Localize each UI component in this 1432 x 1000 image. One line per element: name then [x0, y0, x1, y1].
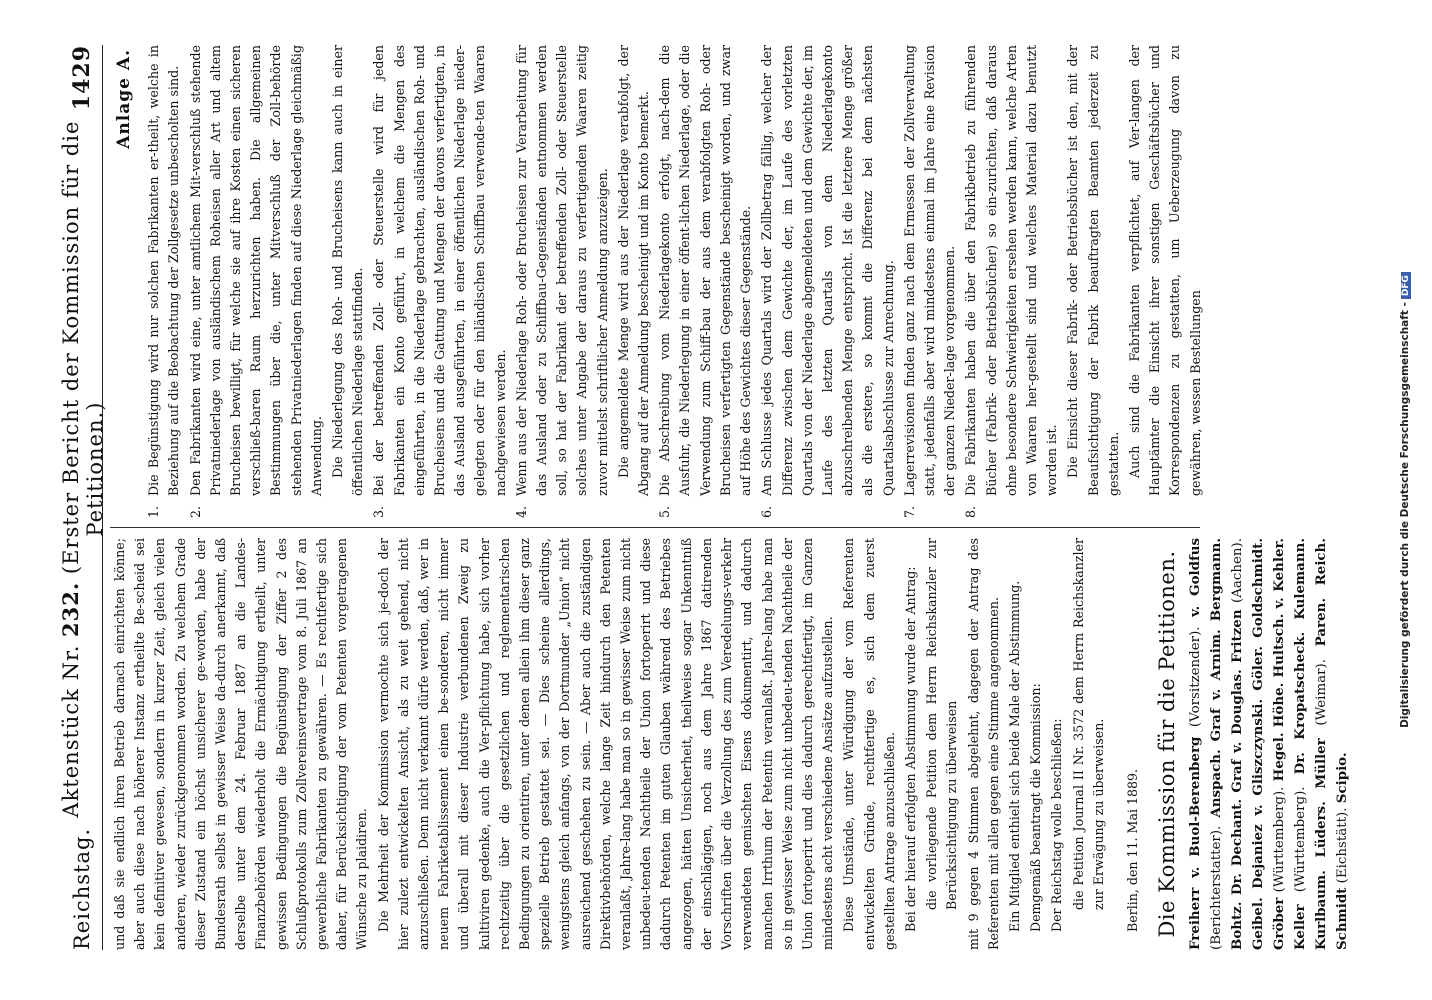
member-entry — [1335, 807, 1350, 950]
item-subparagraph: Die Niederlegung des Roh- und Brucheisens kann auch in einer öffentlichen Niederlage stattfinden. — [330, 45, 366, 496]
paragraph: Die Mehrheit der Kommission vermochte sich je-doch der hier zulezt entwickelten Ansicht, als zu weit gehend, nicht anzuschließen. Denn nicht verkannt dürfe werden, daß, wer in neuem Fabriketablissement einen be-sonderen, nicht immer und überall mit dieser Industrie verbundenen Zweig zu kultiviren gedenke, auch die Ver-pflichtung habe, sich vorher rechtzeitig über die gesetzlichen und reglementarischen Bedingungen zu orientiren, unter denen allein ihm dieser ganz spezielle Betrieb gestattet sei. — Dies scheine allerdings, wenigstens gleich anfangs, von der Dortmunder „Union“ nicht ausreichend geschehen zu sein. — Aber auch die zuständigen Direktivbehörden, welche lange Zeit hindurch den Petenten veranlaßt, Jahre-lang habe man so in gewisser Weise zum nicht unbedeu-tenden Nachtheile der Union fortoperirt und diese dadurch Petenten im guten Glauben während des Betriebes angezogen, hätten Unsicherheit, theilweise sogar Unkenntniß der einschlägigen, noch aus dem Jahre 1867 datirenden Vorschriften über die Verzollung des zum Veredelungs-verkehr verwendeten gemischten Eisens dokumentirt, und dadurch manchen Irrthum der Petentin veranlaßt. Jahre-lang habe man so in gewisser Weise zum nicht unbedeu-tenden Nachtheile der Union fortoperirt und dies dadurch gerechtfertigt, im Ganzen mindestens acht verschiedene Ansätze aufzustellen. — [375, 538, 836, 950]
member-name: Müller — [1313, 738, 1330, 789]
member-name: Schmidt — [1334, 887, 1350, 950]
date-line: Berlin, den 11. Mai 1889. — [1124, 768, 1140, 932]
member-entry — [1230, 799, 1245, 895]
dfg-logo: DFG — [1401, 272, 1411, 299]
item-number: 1. — [146, 505, 162, 518]
member-entry — [1188, 626, 1203, 950]
rotated-page-content — [50, 0, 1380, 1000]
paragraph: Demgemäß beantragt die Kommission: — [1028, 683, 1044, 932]
member-entry — [1251, 538, 1266, 638]
member-note: (Württemberg). — [1293, 786, 1309, 893]
member-entry — [1272, 683, 1287, 728]
appendix-item — [186, 45, 369, 518]
member-note: (Vorsitzender). — [1188, 626, 1204, 728]
member-name: Kulemann. — [1292, 538, 1309, 620]
member-name: Paren. — [1313, 597, 1330, 647]
item-number: 3. — [371, 505, 387, 518]
member-name: Goldschmidt. — [1250, 538, 1267, 638]
member-note: (Berichterstatter). — [1209, 825, 1225, 950]
member-entry — [1209, 749, 1224, 817]
header-center — [58, 110, 107, 828]
paragraph: Diese Umstände, unter Würdigung der vom Referenten entwickelten Gründe, rechtfertige es, sich dem zuerst gestellten Antrage anzuschließen. — [841, 538, 897, 950]
left-column — [110, 538, 1350, 950]
member-entry — [1251, 699, 1266, 889]
item-text: Wenn aus der Niederlage Roh- oder Brucheisen zur Verarbeitung für das Ausland oder zu Schiffbau-Gegenständen entnommen werden soll, so hat der Fabrikant der betreffenden Zoll- oder Steuerstelle solches unter Angabe der daraus zu verfertigenden Waaren zeitig zuvor mittelst schriftlicher Anmeldung anzuzeigen. — [513, 45, 610, 496]
member-entry — [1293, 632, 1308, 775]
member-note: (Eichstätt). — [1335, 807, 1350, 884]
paragraph: die vorliegende Petition dem Herrn Reichskanzler zur Berücksichtigung zu überweisen — [924, 538, 960, 910]
item-number: 6. — [759, 505, 775, 518]
member-name: Anspach. — [1208, 749, 1225, 818]
member-name: Keller — [1292, 904, 1309, 950]
committee-members — [1185, 538, 1350, 950]
member-entry — [1314, 538, 1329, 585]
member-name: Bohtz. — [1229, 901, 1246, 950]
member-name: Gröber — [1271, 897, 1288, 950]
member-name: Reich. — [1313, 538, 1330, 586]
item-text: Die Begünstigung wird nur solchen Fabrikanten er-theilt, welche in Beziehung auf die Beobachtung der Zollgesetze unbescholten sind. — [146, 45, 182, 496]
member-note: (Weimar). — [1314, 658, 1330, 726]
item-text: Am Schlusse jedes Quartals wird der Zollbetrag fällig, welcher der Differenz zwischen dem Gewichte der, im Laufe des vorletzten Quartals von der Niederlage abgemeldeten und dem Gewichte der, im Laufe des letzten Quartals von dem Niederlagekonto abzuschreibenden Menge entspricht. Ist die letztere Menge größer als die erstere, so kommt die Differenz bei dem nächsten Quartalsabschlusse zur Anrechnung. — [759, 45, 896, 496]
member-name: Höhe. — [1271, 682, 1288, 728]
digitization-credit — [1399, 10, 1417, 990]
header-rule — [102, 45, 103, 950]
member-note: (Aachen). — [1230, 538, 1246, 604]
member-name: Dr. Dechant. — [1229, 798, 1246, 896]
member-name: Göler. — [1250, 646, 1267, 691]
header-center-prefix: Aktenstück Nr. — [58, 644, 83, 818]
appendix-item — [757, 45, 898, 518]
item-number: 8. — [963, 505, 979, 518]
member-name: Dejaniez v. Gliszczynski. — [1250, 699, 1267, 889]
printed-sheet — [50, 0, 1380, 1000]
paragraph: und daß sie endlich ihren Betrieb darnach einrichten könne; aber auch diese nach höherer Instanz ertheilte Be-scheid sei kein definitiver gewesen, sondern in kurzer Zeit, gleich vielen anderen, wieder zurückgenommen worden. Zu welchem Grade dieser Zustand ein höchst unsicherer ge-worden, habe der Bundesrath selbst in gewisser Weise da-durch anerkannt, daß derselbe unter dem 24. Februar 1887 an die Landes-Finanzbehörden wiederholt die Ermächtigung ertheilt, unter gewissen Bedingungen die Begünstigung der Ziffer 2 des Schlußprotokolls zum Zollvereinsvertrage vom 8. Juli 1867 an gewerbliche Fabrikanten zu gewähren. — Es rechtfertige sich daher, für Berücksichtigung der vom Petenten vorgetragenen Wünsche zu plaidiren. — [112, 538, 370, 950]
member-name: Hultsch. — [1271, 613, 1288, 678]
item-subparagraph: Die Einsicht dieser Fabrik- oder Betriebsbücher ist den, mit der Beaufsichtigung der Fabrik beauftragten Beamten jederzeit zu gestatten. — [1065, 45, 1121, 496]
member-entry — [1314, 870, 1329, 950]
member-entry — [1209, 538, 1224, 621]
resolution: die Petition Journal II Nr. 3572 dem Herrn Reichskanzler zur Erwägung zu überweisen. — [1070, 538, 1106, 910]
member-entry — [1230, 902, 1245, 950]
running-header — [57, 45, 107, 950]
member-entry — [1272, 538, 1287, 608]
item-number: 2. — [187, 505, 203, 518]
member-entry — [1272, 733, 1287, 782]
member-entry — [1293, 538, 1308, 620]
paragraph: mit 9 gegen 4 Stimmen abgelehnt, dagegen der Antrag des Referenten mit allen gegen eine Stimme angenommen. — [965, 538, 1001, 950]
item-text: Den Fabrikanten wird eine, unter amtlichem Mit-verschluß stehende Privatniederlage von ausländischem Roheisen aller Art und altem Brucheisen bewilligt, für welche sie auf ihre Kosten einen sicheren verschließ-baren Raum herzurichten haben. Die allgemeinen Bestimmungen über die, unter Mitverschluß der Zoll-behörde stehenden Privatniederlagen finden auf diese Niederlage gleichmäßig Anwendung. — [187, 45, 324, 496]
member-name: Freiherr v. Buol-Berenberg — [1187, 736, 1204, 950]
member-entry — [1230, 669, 1245, 792]
header-center-suffix: (Erster Bericht der Kommission für die Petitionen.) — [58, 120, 107, 575]
appendix-item — [512, 45, 654, 518]
member-name: v. Kehler. — [1271, 538, 1288, 609]
item-text: Die Abschreibung vom Niederlagekonto erfolgt, nach-dem die Ausfuhr, die Niederlegung in einer öffent-lichen Niederlage, oder die Verwendung zum Schiff-bau der aus dem verabfolgten Roh- oder Brucheisen verfertigten Gegenstände bescheinigt worden, und zwar auf Höhe des Gewichtes dieser Gegenstände. — [657, 45, 754, 496]
member-entry — [1209, 629, 1224, 741]
member-entry — [1314, 659, 1329, 789]
member-name: v. Goldfus — [1187, 538, 1204, 617]
paragraph: Der Reichstag wolle beschließen: — [1049, 718, 1065, 932]
member-name: Bergmann. — [1208, 538, 1225, 622]
appendix-item — [961, 45, 1205, 518]
page-number: 1429 — [69, 45, 95, 111]
member-name: Graf v. Douglas. — [1229, 669, 1246, 793]
member-entry — [1272, 787, 1287, 950]
committee-title: Die Kommission für die Petitionen. — [1155, 550, 1180, 938]
appendix-items — [144, 45, 1206, 518]
item-text: Lagerrevisionen finden ganz nach dem Ermessen der Zollverwaltung statt, jedenfalls aber wird mindestens einmal im Jahre eine Revision der ganzen Nieder-lage vorgenommen. — [901, 45, 958, 496]
member-entry — [1314, 801, 1329, 857]
appendix-item — [900, 45, 961, 518]
paragraph: Ein Mitglied enthielt sich beide Male der Abstimmung. — [1006, 580, 1022, 932]
item-subparagraph: Auch sind die Fabrikanten verpflichtet, auf Ver-langen der Hauptämter die Einsicht ihrer sonstigen Geschäftsbücher und Korrespondenzen zu gestatten, um Ueberzeugung davon zu gewähren, wessen Bestellungen — [1126, 45, 1203, 496]
member-entry — [1293, 786, 1308, 950]
member-entry — [1335, 752, 1350, 803]
member-entry — [1251, 646, 1266, 690]
member-entry — [1230, 538, 1245, 663]
member-note: (Württemberg). — [1272, 786, 1288, 893]
item-number: 5. — [657, 505, 673, 518]
appendix-item — [369, 45, 510, 518]
appendix-item — [655, 45, 756, 518]
header-left: Reichstag. — [70, 827, 94, 950]
item-subparagraph: Die angemeldete Menge wird aus der Niederlage verabfolgt, der Abgang auf der Anmeldung bescheinigt und im Konto bemerkt. — [615, 45, 652, 496]
item-number: 4. — [513, 505, 529, 518]
credit-text: Digitalisierung gefördert durch die Deutsche Forschungsgemeinschaft - — [1399, 302, 1411, 728]
right-column — [110, 45, 1350, 518]
member-name: Dr. Kropatscheck. — [1292, 631, 1309, 775]
member-entry — [1314, 598, 1329, 646]
item-text: Die Fabrikanten haben die über den Fabrikbetrieb zu führenden Bücher (Fabrik- oder Betriebsbücher) so ein-zurichten, daß daraus ohne besondere Schwierigkeiten ersehen werden kann, welche Arten von Waaren her-gestellt sind und welches Material dazu benutzt worden ist. — [963, 45, 1060, 496]
member-name: Hegel. — [1271, 732, 1288, 782]
appendix-item — [144, 45, 184, 518]
member-name: Geibel. — [1250, 897, 1267, 950]
member-entry — [1251, 897, 1266, 950]
paragraph: Bei der hierauf erfolgten Abstimmung wurde der Antrag: — [902, 566, 918, 932]
member-name: Scipio. — [1334, 752, 1350, 804]
item-number: 7. — [901, 505, 917, 518]
header-center-number: 232. — [57, 581, 83, 637]
member-name: Graf v. Arnim. — [1208, 629, 1225, 742]
member-name: Lüders. — [1313, 801, 1330, 858]
appendix-title: Anlage A. — [114, 49, 134, 149]
column-separator — [110, 527, 1200, 528]
member-name: Fritzen — [1229, 609, 1246, 663]
item-text: Bei der betreffenden Zoll- oder Steuerstelle wird für jeden Fabrikanten ein Konto geführt, in welchem die Mengen des eingeführten, in die Niederlage gebrachten, ausländischen Roh- und Brucheisens und die Gattung und Mengen der davons verfertigten, in das Ausland ausgeführten, in einer öffentlichen Niederlage nieder-gelegten oder für den inländischen Schiffbau verwende-ten Waaren nachgewiesen werden. — [371, 45, 508, 496]
member-entry — [1272, 614, 1287, 678]
member-name: Kurlbaum. — [1313, 870, 1330, 950]
